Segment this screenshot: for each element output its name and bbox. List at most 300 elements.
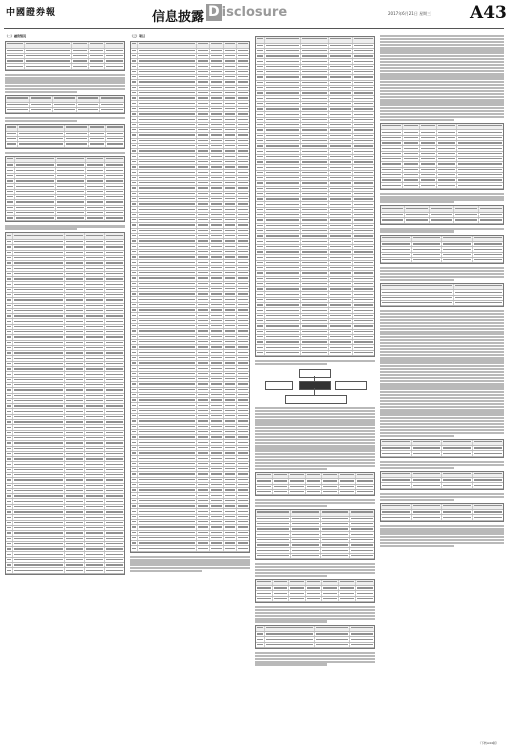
cell-text [106,368,123,369]
cell-text [54,97,75,98]
table-cell [224,324,237,328]
table-cell [237,340,249,344]
table-cell [210,372,224,376]
table-cell [197,70,210,74]
cell-text [7,315,11,316]
table-cell [256,75,265,79]
table-cell [329,49,353,53]
table-cell [210,64,224,68]
text-line [380,528,504,530]
table-cell [131,144,138,148]
cell-text [302,336,327,337]
cell-text [211,368,222,369]
table-cell [224,398,237,402]
cell-text [238,447,248,448]
cell-text [14,268,63,269]
table-cell [350,632,374,636]
cell-text [443,249,471,250]
table-cell [237,345,249,349]
table-cell [131,541,138,545]
cell-text [257,593,271,594]
cell-text [302,167,327,168]
cell-text [257,347,263,348]
text-line [255,615,375,617]
table-cell [56,206,87,210]
cell-text [198,378,208,379]
table-cell [197,192,210,196]
table-cell [291,527,321,531]
cell-text [302,92,327,93]
cell-text [257,639,263,640]
cell-text [257,352,263,353]
cell-text [78,97,99,98]
table-cell [301,261,329,265]
cell-text [330,124,351,125]
cell-text [139,341,195,342]
table-cell [265,637,315,641]
table-cell [197,419,210,423]
table-cell [197,536,210,540]
table-cell [256,319,265,323]
cell-text [340,491,355,492]
table-cell [237,139,249,143]
table-cell [6,195,15,199]
cell-text [7,126,16,127]
cell-text [238,489,248,490]
text-line [380,362,504,364]
cell-text [139,103,195,104]
table-cell [353,208,374,212]
table-cell [197,313,210,317]
table-cell [210,149,224,153]
cell-text [106,212,123,213]
cell-text [406,208,427,209]
cell-text [106,268,123,269]
table-cell [197,112,210,116]
table-cell [13,325,65,329]
table-cell [105,499,124,503]
table-cell [353,319,374,323]
table-cell [13,441,65,445]
cell-text [86,246,103,247]
cell-text [198,505,208,506]
text-line [255,658,375,660]
cell-text [139,182,195,183]
cell-text [139,219,195,220]
table-cell [353,128,374,132]
table-cell [13,261,65,265]
cell-text [14,448,63,449]
cell-text [7,464,11,465]
text-line [380,84,504,86]
cell-text [257,486,271,487]
cell-text [66,138,87,139]
table-cell [210,515,224,519]
table-cell [210,356,224,360]
cell-text [257,98,263,99]
cell-text [225,145,235,146]
table-cell [105,452,124,456]
text-line [130,567,250,569]
table-cell [265,335,300,339]
cell-text [211,81,222,82]
cell-text [257,257,263,258]
cell-text [132,251,136,252]
cell-text [106,191,123,192]
table-cell [224,467,237,471]
cell-text [139,426,195,427]
cell-text [257,598,271,599]
cell-text [16,175,53,176]
table-cell [256,54,265,58]
table-cell [138,149,197,153]
cell-text [198,119,208,120]
table-cell [85,521,105,525]
cell-text [211,224,222,225]
table-cell [105,356,124,360]
cell-text [238,214,248,215]
table-cell [18,125,65,131]
cell-text [225,230,235,231]
table-cell [65,515,85,519]
cell-text [132,172,136,173]
cell-text [382,185,401,186]
cell-text [86,310,103,311]
cell-text [266,278,298,279]
table-cell [321,538,351,542]
cell-text [132,436,136,437]
cell-text [139,500,195,501]
table-cell [89,132,107,136]
table-cell [224,292,237,296]
cell-text [354,135,373,136]
table-cell [381,451,412,455]
cell-text [266,172,298,173]
cell-text [66,126,87,127]
table-cell [131,112,138,116]
cell-text [421,185,435,186]
table-cell [138,260,197,264]
cell-text [302,257,327,258]
table-cell [301,176,329,180]
cell-text [455,208,476,209]
cell-text [474,441,503,442]
cell-text [198,320,208,321]
table-cell [138,80,197,84]
cell-text [198,182,208,183]
text-line [255,575,327,577]
table-cell [197,361,210,365]
table-cell [138,531,197,535]
table-cell [412,483,443,487]
cell-text [266,639,313,640]
cell-text [7,379,11,380]
table-cell [353,340,374,344]
cell-text [238,113,248,114]
table-cell [6,168,15,172]
cell-text [198,304,208,305]
table-cell [265,277,300,281]
table-cell [85,547,105,551]
cell-text [198,473,208,474]
cell-text [7,458,11,459]
cell-text [274,474,288,475]
cell-text [139,378,195,379]
table-cell [85,473,105,477]
cell-text [86,474,103,475]
table-cell [381,290,454,294]
table-cell [6,568,13,572]
table-cell [265,626,315,632]
table-cell [237,398,249,402]
cell-text [225,97,235,98]
table-cell [65,304,85,308]
table-cell [85,272,105,276]
table-cell [131,393,138,397]
table-cell [301,319,329,323]
cell-text [266,241,298,242]
table-cell [329,134,353,138]
table-cell [65,409,85,413]
cell-text [474,243,503,244]
table-cell [105,531,124,535]
table-cell [65,362,85,366]
cell-text [357,587,373,588]
cell-text [238,219,248,220]
table-cell [321,548,351,552]
table-cell [412,472,443,478]
table-cell [473,504,504,510]
cell-text [139,246,195,247]
table-row [381,258,503,263]
cell-text [198,103,208,104]
table-cell [15,200,55,204]
table-cell [105,526,124,530]
table-cell [265,128,300,132]
cell-text [139,389,195,390]
cell-text [14,379,63,380]
table-cell [256,250,265,254]
cell-text [86,294,103,295]
text-line [380,64,504,66]
table-cell [329,277,353,281]
cell-text [354,145,373,146]
table-cell [329,37,353,43]
cell-text [302,55,327,56]
table-cell [412,242,443,246]
table-cell [237,59,249,63]
column-2 [130,34,250,742]
cell-text [211,92,222,93]
table-cell [197,329,210,333]
table-cell [237,202,249,206]
cell-text [86,501,103,502]
table-cell [65,489,85,493]
table-cell [210,144,224,148]
table-cell [353,229,374,233]
text-line [380,423,504,425]
cell-text [106,196,123,197]
cell-text [211,50,222,51]
cell-text [132,256,136,257]
cell-text [66,268,83,269]
cell-text [266,352,298,353]
cell-text [323,486,337,487]
cell-text [211,399,222,400]
table-cell [353,160,374,164]
cell-text [382,179,401,180]
text-line [380,193,504,195]
table-cell [131,276,138,280]
cell-text [302,161,327,162]
table-cell [131,425,138,429]
cell-text [354,352,373,353]
table-cell [353,218,374,222]
table-cell [237,181,249,185]
table-cell [301,171,329,175]
cell-text [330,172,351,173]
text-line [255,424,375,426]
table-cell [322,591,339,595]
cell-text [382,441,410,442]
table-cell [105,415,124,419]
table-cell [437,124,457,130]
cell-text [225,214,235,215]
cell-text [66,464,83,465]
cell-text [307,491,321,492]
table-cell [105,425,124,429]
table-cell [265,65,300,69]
table-cell [265,213,300,217]
table-cell [77,96,101,102]
cell-text [132,447,136,448]
cell-text [211,505,222,506]
cell-text [14,437,63,438]
table-cell [306,580,323,586]
cell-text [266,177,298,178]
text-line [380,107,504,109]
table-cell [105,216,124,220]
table-cell [273,591,290,595]
data-table [5,124,125,148]
cell-text [14,284,63,285]
cell-text [198,246,208,247]
table-cell [85,394,105,398]
cell-text [198,55,208,56]
table-cell [131,403,138,407]
cell-text [238,283,248,284]
table-cell [420,146,437,150]
text-line [130,559,250,561]
diagram-connector [314,388,315,395]
cell-text [330,352,351,353]
table-cell [273,479,290,483]
text-line [380,58,504,60]
cell-text [87,196,103,197]
cell-text [292,539,319,540]
table-cell [237,488,249,492]
cell-text [107,126,123,127]
table-cell [301,44,329,48]
cell-text [413,243,441,244]
table-cell [321,554,351,558]
table-cell [13,314,65,318]
text-line [130,570,202,572]
cell-text [413,479,441,480]
table-cell [210,107,224,111]
cell-text [238,526,248,527]
table-cell [473,258,504,262]
cell-text [302,108,327,109]
table-cell [321,527,351,531]
table-cell [237,271,249,275]
cell-text [87,175,103,176]
table-cell [6,233,13,239]
cell-text [106,506,123,507]
cell-text [106,554,123,555]
cell-text [257,55,263,56]
table-cell [256,197,265,201]
table-cell [105,388,124,392]
cell-text [225,330,235,331]
cell-text [139,436,195,437]
text-line [255,456,375,458]
table-cell [256,165,265,169]
table-cell [237,229,249,233]
table-cell [224,107,237,111]
table-cell [131,70,138,74]
table-cell [224,207,237,211]
cell-text [211,113,222,114]
table-cell [105,558,124,562]
table-cell [210,483,224,487]
table-cell [13,256,65,260]
cell-text [225,140,235,141]
text-line [380,35,504,37]
cell-text [106,474,123,475]
table-cell [6,558,13,562]
cell-text [73,55,87,56]
table-cell [6,489,13,493]
cell-text [14,554,63,555]
table-cell [321,510,351,516]
table-cell [138,49,197,53]
table-cell [85,282,105,286]
table-cell [89,64,106,68]
text-line [380,310,504,312]
table-cell [13,431,65,435]
table-cell [237,197,249,201]
table-cell [381,504,412,510]
text-line [255,419,375,421]
table-cell [350,517,374,521]
cell-text [257,135,263,136]
cell-text [354,193,373,194]
text-line [5,117,125,119]
cell-text [225,150,235,151]
text-line [255,453,375,455]
cell-text [266,98,298,99]
cell-text [7,538,11,539]
cell-text [225,410,235,411]
cell-text [455,219,476,220]
table-cell [18,137,65,141]
table-cell [224,546,237,550]
cell-text [198,293,208,294]
cell-text [257,539,289,540]
table-cell [224,213,237,217]
cell-text [225,267,235,268]
